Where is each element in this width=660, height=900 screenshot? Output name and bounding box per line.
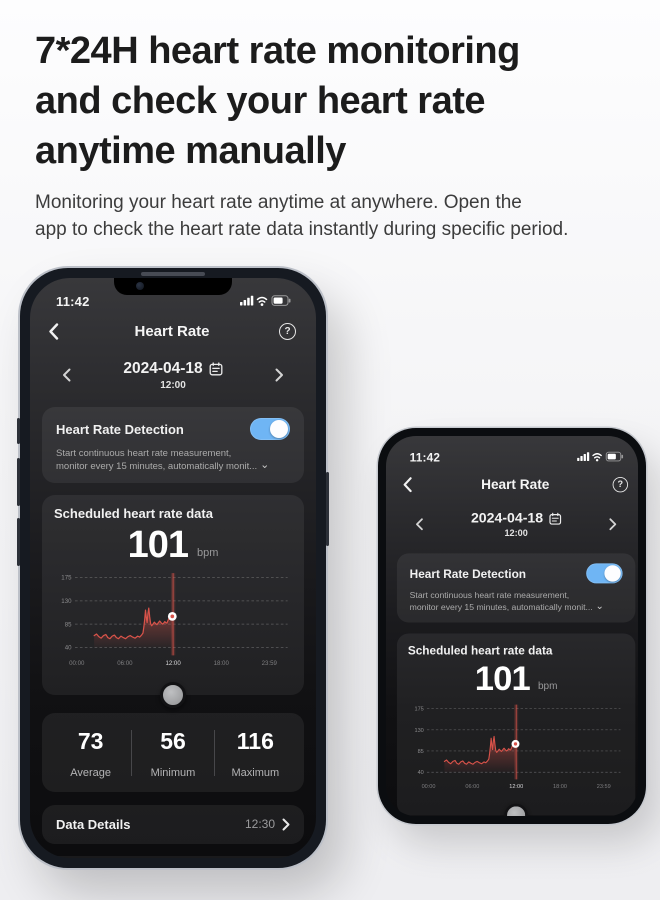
help-icon: ? [279,323,296,340]
nav-bar [386,465,638,494]
status-bar [386,436,638,465]
svg-text:00:00: 00:00 [69,660,85,667]
calendar-icon [209,362,223,376]
cellular-signal-icon [577,452,589,461]
wifi-icon [593,454,601,462]
back-button[interactable] [402,476,426,491]
chart-title: Scheduled heart rate data [407,643,553,658]
speaker-grille [141,272,205,276]
scheduled-heart-rate-card [42,495,304,695]
volume-down-button [17,518,20,566]
selected-time: 12:00 [160,379,186,391]
svg-text:18:00: 18:00 [213,660,229,667]
detection-toggle[interactable] [250,418,290,440]
svg-text:130: 130 [61,598,72,606]
battery-icon [272,296,291,306]
date-value: 2024-04-18 [123,359,203,377]
status-icons [577,451,624,462]
chevron-down-icon[interactable]: ⌄ [260,459,270,471]
data-details-time: 12:30 [244,817,275,832]
svg-text:12:00: 12:00 [165,660,181,667]
data-details-label: Data Details [56,816,131,832]
svg-text:12:00: 12:00 [509,784,524,791]
detection-title: Heart Rate Detection [56,421,184,437]
back-button[interactable] [48,323,74,340]
battery-icon [606,452,623,461]
title-line-1: 7*24H heart rate monitoring [35,30,520,72]
svg-text:06:00: 06:00 [117,660,133,667]
selected-date[interactable] [123,360,222,391]
svg-text:00:00: 00:00 [421,784,436,791]
scheduled-heart-rate-card [397,633,635,815]
prev-day-button[interactable] [62,368,71,382]
volume-up-button [17,458,20,506]
time-slider-handle[interactable] [160,682,186,708]
status-icons [240,295,292,307]
marketing-header [0,0,660,243]
bpm-unit: bpm [537,680,558,692]
front-camera [136,282,144,290]
svg-text:40: 40 [417,770,424,777]
svg-text:85: 85 [64,621,72,629]
svg-text:40: 40 [64,644,72,652]
stat-average: 73 Average [70,727,112,779]
status-time: 11:42 [56,293,90,309]
svg-text:23:59: 23:59 [261,660,277,667]
heart-rate-chart [408,699,625,803]
page-subtitle: Monitoring your heart rate anytime at anywhere. Open the app to check the heart rate data instantly during specific period. [35,192,569,240]
svg-text:18:00: 18:00 [553,784,567,791]
title-line-2: and check your heart rate [35,80,486,122]
bpm-unit: bpm [197,547,219,559]
back-chevron-icon [402,476,412,491]
mute-switch [17,418,20,444]
back-chevron-icon [48,323,59,340]
page-title [35,26,630,176]
heart-rate-chart [54,567,292,681]
svg-text:23:59: 23:59 [596,784,611,791]
heart-rate-detection-card [42,407,304,483]
chart-title: Scheduled heart rate data [54,506,213,521]
calendar-icon [549,512,562,525]
cellular-signal-icon [240,296,253,306]
help-button[interactable] [270,323,296,340]
svg-text:06:00: 06:00 [465,784,480,791]
time-slider-handle[interactable] [504,803,528,816]
chevron-down-icon[interactable]: ⌄ [595,600,604,612]
current-heart-rate [54,523,292,565]
notch [114,278,232,295]
svg-text:130: 130 [414,727,424,734]
stat-maximum: 116 Maximum [231,727,280,779]
current-heart-rate [408,659,625,697]
selected-date[interactable] [471,510,561,538]
status-time: 11:42 [409,450,441,464]
next-day-button[interactable] [609,518,617,531]
detection-title: Heart Rate Detection [409,566,527,581]
svg-text:175: 175 [414,706,424,713]
detection-description: Start continuous heart rate measurement, monitor every 15 minutes, automatically monit... ⌄ [409,590,604,613]
help-button[interactable] [604,476,628,491]
stat-minimum: 56 Minimum [150,727,196,779]
detection-toggle[interactable] [586,563,622,583]
selected-time: 12:00 [504,528,528,539]
detection-description: Start continuous heart rate measurement, monitor every 15 minutes, automatically monit... ⌄ [56,448,270,472]
svg-text:85: 85 [417,748,424,755]
wifi-icon [258,298,267,306]
svg-text:175: 175 [61,574,72,582]
phone-mockup-right [378,428,646,824]
chevron-right-icon [282,818,290,831]
data-details-row[interactable] [42,805,304,844]
prev-day-button[interactable] [415,518,423,531]
help-icon: ? [613,476,628,491]
date-value: 2024-04-18 [470,510,544,526]
title-line-3: anytime manually [35,130,346,172]
current-bpm-value: 101 [127,524,188,566]
screen-title: Heart Rate [134,322,210,340]
daily-stats-card [42,713,304,792]
date-picker [30,355,316,395]
current-bpm-value: 101 [474,659,530,699]
next-day-button[interactable] [275,368,284,382]
nav-bar [30,310,316,342]
power-button [326,472,329,546]
next-card-partial [30,856,316,858]
app-screen-right [386,436,638,816]
heart-rate-detection-card [397,553,635,622]
phone-mockup-left [20,268,326,868]
date-picker [386,506,638,542]
screen-title: Heart Rate [481,476,550,492]
app-screen-left [30,278,316,858]
